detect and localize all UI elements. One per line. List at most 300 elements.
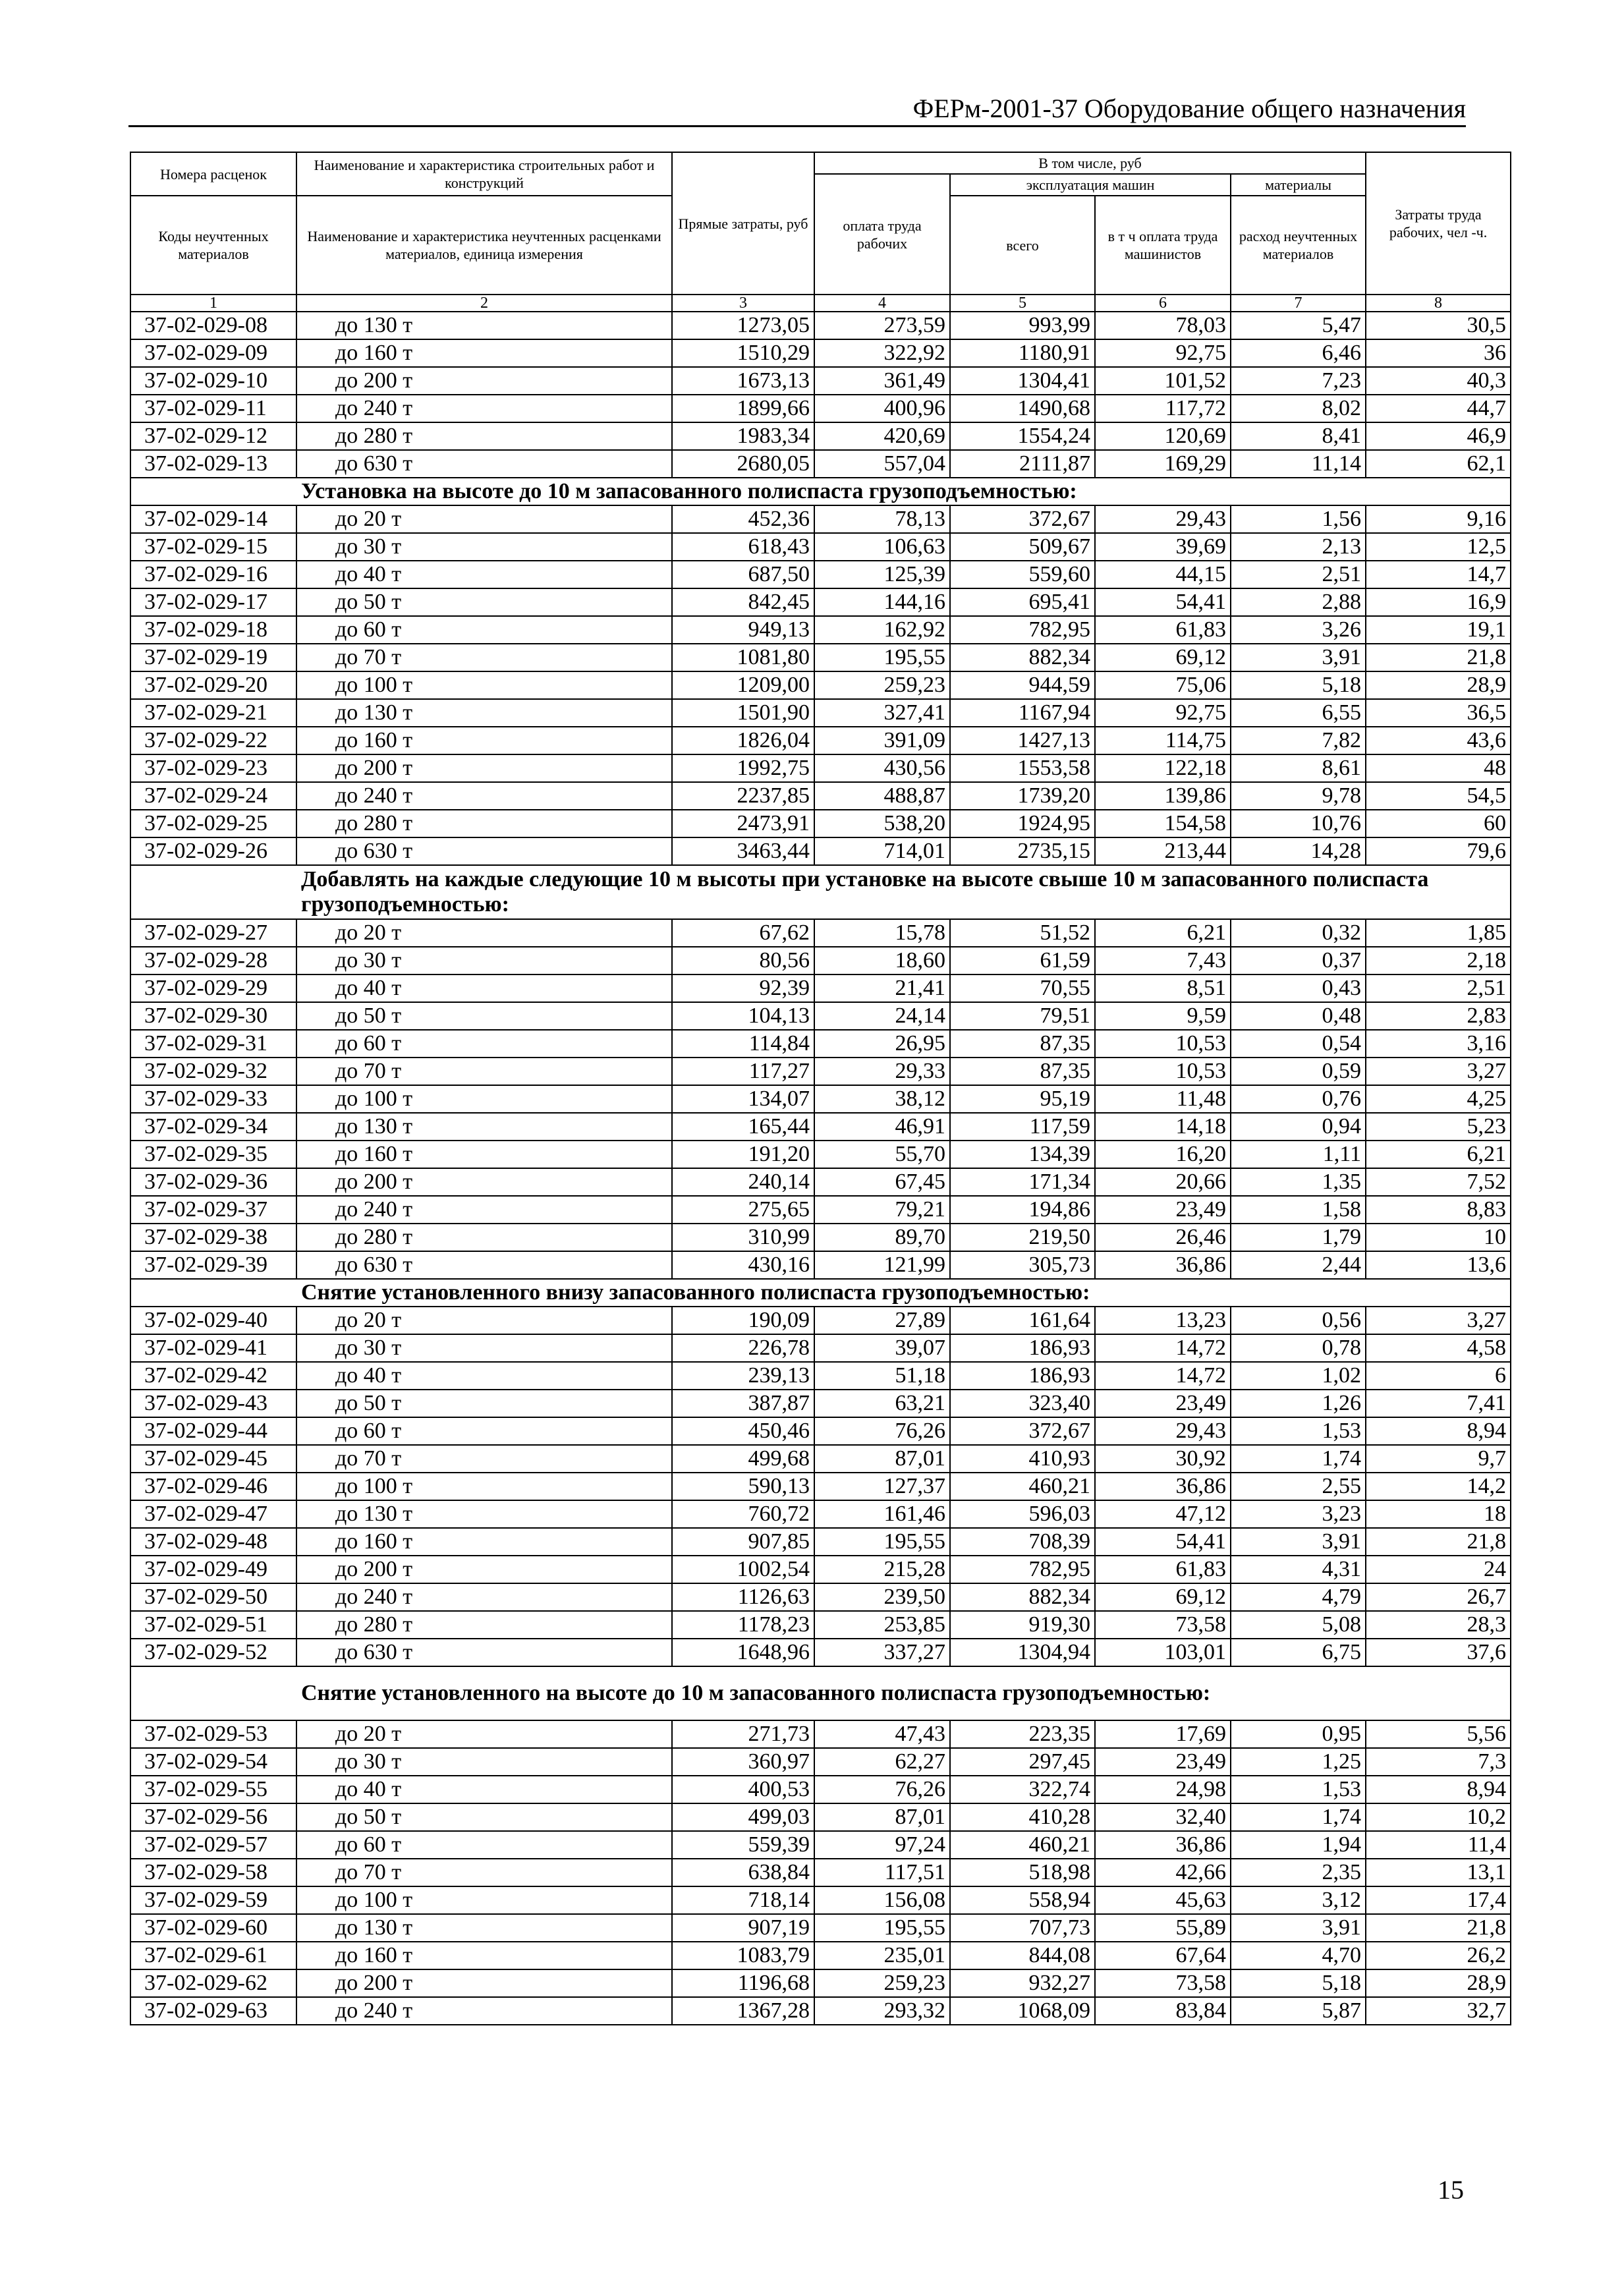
worker-pay-cell: 430,56 — [814, 754, 950, 782]
material-consumption-cell: 0,37 — [1231, 947, 1366, 974]
worker-pay-cell: 361,49 — [814, 367, 950, 395]
direct-cost-cell: 618,43 — [672, 533, 814, 561]
labor-hours-cell: 54,5 — [1366, 782, 1511, 810]
table-row — [130, 837, 1511, 865]
header-material-consumption: расход неучтенных материалов — [1231, 196, 1366, 295]
rate-code-cell: 37-02-029-43 — [130, 1390, 296, 1417]
material-consumption-cell: 8,02 — [1231, 395, 1366, 422]
labor-hours-cell: 2,18 — [1366, 947, 1511, 974]
direct-cost-cell: 1273,05 — [672, 312, 814, 339]
table-row — [130, 727, 1511, 754]
machines-total-cell: 882,34 — [950, 644, 1095, 671]
worker-pay-cell: 162,92 — [814, 616, 950, 644]
direct-cost-cell: 1826,04 — [672, 727, 814, 754]
rate-code-cell: 37-02-029-40 — [130, 1307, 296, 1334]
rate-code-cell: 37-02-029-39 — [130, 1251, 296, 1279]
machinist-pay-cell: 9,59 — [1095, 1002, 1231, 1030]
work-name-cell: до 240 т — [296, 1196, 672, 1224]
machines-total-cell: 559,60 — [950, 561, 1095, 588]
table-row — [130, 1859, 1511, 1886]
table-row — [130, 1417, 1511, 1445]
material-consumption-cell: 2,55 — [1231, 1473, 1366, 1500]
column-number: 4 — [814, 295, 950, 312]
direct-cost-cell: 907,85 — [672, 1528, 814, 1556]
machinist-pay-cell: 44,15 — [1095, 561, 1231, 588]
machinist-pay-cell: 45,63 — [1095, 1886, 1231, 1914]
material-consumption-cell: 0,95 — [1231, 1720, 1366, 1748]
direct-cost-cell: 2680,05 — [672, 450, 814, 478]
work-name-cell: до 160 т — [296, 727, 672, 754]
machines-total-cell: 219,50 — [950, 1224, 1095, 1251]
work-name-cell: до 20 т — [296, 919, 672, 947]
work-name-cell: до 60 т — [296, 1831, 672, 1859]
labor-hours-cell: 4,25 — [1366, 1085, 1511, 1113]
table-row — [130, 671, 1511, 699]
direct-cost-cell: 1367,28 — [672, 1997, 814, 2025]
labor-hours-cell: 62,1 — [1366, 450, 1511, 478]
labor-hours-cell: 12,5 — [1366, 533, 1511, 561]
machines-total-cell: 372,67 — [950, 505, 1095, 533]
machinist-pay-cell: 83,84 — [1095, 1997, 1231, 2025]
worker-pay-cell: 63,21 — [814, 1390, 950, 1417]
machines-total-cell: 558,94 — [950, 1886, 1095, 1914]
machines-total-cell: 297,45 — [950, 1748, 1095, 1776]
material-consumption-cell: 3,23 — [1231, 1500, 1366, 1528]
direct-cost-cell: 1501,90 — [672, 699, 814, 727]
table-row — [130, 1085, 1511, 1113]
worker-pay-cell: 127,37 — [814, 1473, 950, 1500]
rate-code-cell: 37-02-029-59 — [130, 1886, 296, 1914]
labor-hours-cell: 14,7 — [1366, 561, 1511, 588]
header-machines-total: всего — [950, 196, 1095, 295]
machines-total-cell: 1167,94 — [950, 699, 1095, 727]
material-consumption-cell: 8,41 — [1231, 422, 1366, 450]
page-number: 15 — [1438, 2175, 1464, 2205]
rate-code-cell: 37-02-029-56 — [130, 1803, 296, 1831]
machinist-pay-cell: 11,48 — [1095, 1085, 1231, 1113]
machinist-pay-cell: 39,69 — [1095, 533, 1231, 561]
rate-code-cell: 37-02-029-29 — [130, 974, 296, 1002]
table-row — [130, 395, 1511, 422]
machines-total-cell: 305,73 — [950, 1251, 1095, 1279]
rate-code-cell: 37-02-029-21 — [130, 699, 296, 727]
rate-code-cell: 37-02-029-08 — [130, 312, 296, 339]
rate-code-cell: 37-02-029-55 — [130, 1776, 296, 1803]
machines-total-cell: 1924,95 — [950, 810, 1095, 837]
labor-hours-cell: 37,6 — [1366, 1639, 1511, 1666]
machines-total-cell: 161,64 — [950, 1307, 1095, 1334]
worker-pay-cell: 714,01 — [814, 837, 950, 865]
work-name-cell: до 280 т — [296, 422, 672, 450]
direct-cost-cell: 2237,85 — [672, 782, 814, 810]
labor-hours-cell: 14,2 — [1366, 1473, 1511, 1500]
direct-cost-cell: 1673,13 — [672, 367, 814, 395]
work-name-cell: до 630 т — [296, 450, 672, 478]
labor-hours-cell: 5,56 — [1366, 1720, 1511, 1748]
labor-hours-cell: 3,27 — [1366, 1058, 1511, 1085]
labor-hours-cell: 46,9 — [1366, 422, 1511, 450]
direct-cost-cell: 92,39 — [672, 974, 814, 1002]
machines-total-cell: 87,35 — [950, 1030, 1095, 1058]
material-consumption-cell: 5,18 — [1231, 671, 1366, 699]
work-name-cell: до 70 т — [296, 644, 672, 671]
direct-cost-cell: 400,53 — [672, 1776, 814, 1803]
labor-hours-cell: 16,9 — [1366, 588, 1511, 616]
work-name-cell: до 20 т — [296, 505, 672, 533]
machinist-pay-cell: 139,86 — [1095, 782, 1231, 810]
table-row — [130, 533, 1511, 561]
work-name-cell: до 200 т — [296, 1168, 672, 1196]
labor-hours-cell: 8,94 — [1366, 1417, 1511, 1445]
labor-hours-cell: 18 — [1366, 1500, 1511, 1528]
machines-total-cell: 944,59 — [950, 671, 1095, 699]
machinist-pay-cell: 23,49 — [1095, 1748, 1231, 1776]
table-row — [130, 1583, 1511, 1611]
header-group-total: В том числе, руб — [814, 152, 1366, 174]
machines-total-cell: 186,93 — [950, 1362, 1095, 1390]
machines-total-cell: 2735,15 — [950, 837, 1095, 865]
direct-cost-cell: 638,84 — [672, 1859, 814, 1886]
machines-total-cell: 460,21 — [950, 1473, 1095, 1500]
direct-cost-cell: 1196,68 — [672, 1969, 814, 1997]
worker-pay-cell: 67,45 — [814, 1168, 950, 1196]
material-consumption-cell: 2,51 — [1231, 561, 1366, 588]
rate-code-cell: 37-02-029-47 — [130, 1500, 296, 1528]
machinist-pay-cell: 14,72 — [1095, 1362, 1231, 1390]
table-row — [130, 1776, 1511, 1803]
header-group-materials: материалы — [1231, 174, 1366, 196]
material-consumption-cell: 0,54 — [1231, 1030, 1366, 1058]
material-consumption-cell: 3,26 — [1231, 616, 1366, 644]
worker-pay-cell: 239,50 — [814, 1583, 950, 1611]
machinist-pay-cell: 36,86 — [1095, 1473, 1231, 1500]
work-name-cell: до 130 т — [296, 1500, 672, 1528]
header-direct-costs: Прямые затраты, руб — [672, 152, 814, 295]
material-consumption-cell: 5,08 — [1231, 1611, 1366, 1639]
rate-code-cell: 37-02-029-36 — [130, 1168, 296, 1196]
direct-cost-cell: 1510,29 — [672, 339, 814, 367]
labor-hours-cell: 3,27 — [1366, 1307, 1511, 1334]
material-consumption-cell: 1,94 — [1231, 1831, 1366, 1859]
direct-cost-cell: 117,27 — [672, 1058, 814, 1085]
labor-hours-cell: 60 — [1366, 810, 1511, 837]
material-consumption-cell: 0,43 — [1231, 974, 1366, 1002]
material-consumption-cell: 10,76 — [1231, 810, 1366, 837]
worker-pay-cell: 21,41 — [814, 974, 950, 1002]
worker-pay-cell: 38,12 — [814, 1085, 950, 1113]
labor-hours-cell: 36 — [1366, 339, 1511, 367]
material-consumption-cell: 1,11 — [1231, 1141, 1366, 1168]
table-row — [130, 1473, 1511, 1500]
labor-hours-cell: 28,9 — [1366, 1969, 1511, 1997]
material-consumption-cell: 4,70 — [1231, 1942, 1366, 1969]
table-row — [130, 810, 1511, 837]
direct-cost-cell: 387,87 — [672, 1390, 814, 1417]
work-name-cell: до 30 т — [296, 1334, 672, 1362]
work-name-cell: до 70 т — [296, 1058, 672, 1085]
table-row — [130, 1196, 1511, 1224]
section-title: Снятие установленного внизу запасованного полиспаста грузоподъемностью: — [130, 1279, 1511, 1307]
work-name-cell: до 60 т — [296, 1417, 672, 1445]
machinist-pay-cell: 7,43 — [1095, 947, 1231, 974]
worker-pay-cell: 46,91 — [814, 1113, 950, 1141]
table-row — [130, 699, 1511, 727]
rate-code-cell: 37-02-029-50 — [130, 1583, 296, 1611]
section-title: Добавлять на каждые следующие 10 м высоты при установке на высоте свыше 10 м запасованного полиспаста грузоподъемностью: — [130, 865, 1511, 919]
labor-hours-cell: 17,4 — [1366, 1886, 1511, 1914]
machinist-pay-cell: 13,23 — [1095, 1307, 1231, 1334]
machinist-pay-cell: 73,58 — [1095, 1969, 1231, 1997]
machinist-pay-cell: 69,12 — [1095, 644, 1231, 671]
column-number: 2 — [296, 295, 672, 312]
worker-pay-cell: 488,87 — [814, 782, 950, 810]
labor-hours-cell: 21,8 — [1366, 1914, 1511, 1942]
labor-hours-cell: 40,3 — [1366, 367, 1511, 395]
worker-pay-cell: 327,41 — [814, 699, 950, 727]
table-row — [130, 588, 1511, 616]
machinist-pay-cell: 117,72 — [1095, 395, 1231, 422]
direct-cost-cell: 360,97 — [672, 1748, 814, 1776]
worker-pay-cell: 273,59 — [814, 312, 950, 339]
machinist-pay-cell: 61,83 — [1095, 1556, 1231, 1583]
direct-cost-cell: 226,78 — [672, 1334, 814, 1362]
work-name-cell: до 160 т — [296, 1141, 672, 1168]
direct-cost-cell: 452,36 — [672, 505, 814, 533]
machines-total-cell: 134,39 — [950, 1141, 1095, 1168]
machines-total-cell: 919,30 — [950, 1611, 1095, 1639]
material-consumption-cell: 2,13 — [1231, 533, 1366, 561]
rate-code-cell: 37-02-029-14 — [130, 505, 296, 533]
material-consumption-cell: 6,46 — [1231, 339, 1366, 367]
labor-hours-cell: 8,94 — [1366, 1776, 1511, 1803]
work-name-cell: до 70 т — [296, 1445, 672, 1473]
machinist-pay-cell: 213,44 — [1095, 837, 1231, 865]
labor-hours-cell: 7,41 — [1366, 1390, 1511, 1417]
machines-total-cell: 61,59 — [950, 947, 1095, 974]
labor-hours-cell: 5,23 — [1366, 1113, 1511, 1141]
machinist-pay-cell: 55,89 — [1095, 1914, 1231, 1942]
rate-code-cell: 37-02-029-57 — [130, 1831, 296, 1859]
rate-code-cell: 37-02-029-58 — [130, 1859, 296, 1886]
work-name-cell: до 60 т — [296, 1030, 672, 1058]
material-consumption-cell: 0,59 — [1231, 1058, 1366, 1085]
machinist-pay-cell: 73,58 — [1095, 1611, 1231, 1639]
header-material-name: Наименование и характеристика неучтенных расценками материалов, единица измерения — [296, 196, 672, 295]
machines-total-cell: 223,35 — [950, 1720, 1095, 1748]
machinist-pay-cell: 30,92 — [1095, 1445, 1231, 1473]
labor-hours-cell: 6 — [1366, 1362, 1511, 1390]
machinist-pay-cell: 20,66 — [1095, 1168, 1231, 1196]
direct-cost-cell: 1983,34 — [672, 422, 814, 450]
material-consumption-cell: 5,47 — [1231, 312, 1366, 339]
worker-pay-cell: 15,78 — [814, 919, 950, 947]
rate-code-cell: 37-02-029-63 — [130, 1997, 296, 2025]
table-row — [130, 616, 1511, 644]
direct-cost-cell: 760,72 — [672, 1500, 814, 1528]
machinist-pay-cell: 47,12 — [1095, 1500, 1231, 1528]
worker-pay-cell: 420,69 — [814, 422, 950, 450]
direct-cost-cell: 1899,66 — [672, 395, 814, 422]
section-row — [130, 1666, 1511, 1720]
material-consumption-cell: 1,25 — [1231, 1748, 1366, 1776]
material-consumption-cell: 3,91 — [1231, 644, 1366, 671]
work-name-cell: до 200 т — [296, 1556, 672, 1583]
worker-pay-cell: 87,01 — [814, 1803, 950, 1831]
direct-cost-cell: 1126,63 — [672, 1583, 814, 1611]
direct-cost-cell: 2473,91 — [672, 810, 814, 837]
worker-pay-cell: 39,07 — [814, 1334, 950, 1362]
section-title: Снятие установленного на высоте до 10 м запасованного полиспаста грузоподъемностью: — [130, 1666, 1511, 1720]
direct-cost-cell: 1209,00 — [672, 671, 814, 699]
work-name-cell: до 630 т — [296, 837, 672, 865]
header-material-codes: Коды неучтенных материалов — [130, 196, 296, 295]
direct-cost-cell: 842,45 — [672, 588, 814, 616]
machines-total-cell: 1304,94 — [950, 1639, 1095, 1666]
machines-total-cell: 322,74 — [950, 1776, 1095, 1803]
labor-hours-cell: 36,5 — [1366, 699, 1511, 727]
header-rate-numbers: Номера расценок — [130, 152, 296, 196]
table-row — [130, 339, 1511, 367]
direct-cost-cell: 114,84 — [672, 1030, 814, 1058]
labor-hours-cell: 26,7 — [1366, 1583, 1511, 1611]
work-name-cell: до 50 т — [296, 1803, 672, 1831]
labor-hours-cell: 19,1 — [1366, 616, 1511, 644]
machinist-pay-cell: 103,01 — [1095, 1639, 1231, 1666]
machines-total-cell: 509,67 — [950, 533, 1095, 561]
rate-code-cell: 37-02-029-53 — [130, 1720, 296, 1748]
worker-pay-cell: 557,04 — [814, 450, 950, 478]
table-row — [130, 1997, 1511, 2025]
machines-total-cell: 1554,24 — [950, 422, 1095, 450]
worker-pay-cell: 161,46 — [814, 1500, 950, 1528]
machinist-pay-cell: 10,53 — [1095, 1058, 1231, 1085]
labor-hours-cell: 9,16 — [1366, 505, 1511, 533]
header-work-name: Наименование и характеристика строительных работ и конструкций — [296, 152, 672, 196]
machines-total-cell: 707,73 — [950, 1914, 1095, 1942]
rate-code-cell: 37-02-029-13 — [130, 450, 296, 478]
labor-hours-cell: 32,7 — [1366, 1997, 1511, 2025]
material-consumption-cell: 1,74 — [1231, 1445, 1366, 1473]
machines-total-cell: 323,40 — [950, 1390, 1095, 1417]
labor-hours-cell: 79,6 — [1366, 837, 1511, 865]
labor-hours-cell: 7,52 — [1366, 1168, 1511, 1196]
table-row — [130, 1942, 1511, 1969]
labor-hours-cell: 30,5 — [1366, 312, 1511, 339]
direct-cost-cell: 1081,80 — [672, 644, 814, 671]
machinist-pay-cell: 92,75 — [1095, 699, 1231, 727]
machines-total-cell: 708,39 — [950, 1528, 1095, 1556]
machines-total-cell: 695,41 — [950, 588, 1095, 616]
material-consumption-cell: 1,74 — [1231, 1803, 1366, 1831]
worker-pay-cell: 97,24 — [814, 1831, 950, 1859]
machinist-pay-cell: 54,41 — [1095, 588, 1231, 616]
table-row — [130, 1307, 1511, 1334]
direct-cost-cell: 191,20 — [672, 1141, 814, 1168]
machinist-pay-cell: 114,75 — [1095, 727, 1231, 754]
labor-hours-cell: 48 — [1366, 754, 1511, 782]
machinist-pay-cell: 101,52 — [1095, 367, 1231, 395]
worker-pay-cell: 62,27 — [814, 1748, 950, 1776]
direct-cost-cell: 1002,54 — [672, 1556, 814, 1583]
rate-code-cell: 37-02-029-51 — [130, 1611, 296, 1639]
machines-total-cell: 171,34 — [950, 1168, 1095, 1196]
direct-cost-cell: 190,09 — [672, 1307, 814, 1334]
work-name-cell: до 130 т — [296, 1914, 672, 1942]
worker-pay-cell: 121,99 — [814, 1251, 950, 1279]
material-consumption-cell: 1,53 — [1231, 1417, 1366, 1445]
table-row — [130, 1334, 1511, 1362]
material-consumption-cell: 9,78 — [1231, 782, 1366, 810]
table-row — [130, 1362, 1511, 1390]
material-consumption-cell: 1,79 — [1231, 1224, 1366, 1251]
work-name-cell: до 40 т — [296, 974, 672, 1002]
rate-code-cell: 37-02-029-60 — [130, 1914, 296, 1942]
table-row — [130, 1500, 1511, 1528]
worker-pay-cell: 87,01 — [814, 1445, 950, 1473]
labor-hours-cell: 43,6 — [1366, 727, 1511, 754]
labor-hours-cell: 8,83 — [1366, 1196, 1511, 1224]
labor-hours-cell: 13,6 — [1366, 1251, 1511, 1279]
machines-total-cell: 194,86 — [950, 1196, 1095, 1224]
machines-total-cell: 2111,87 — [950, 450, 1095, 478]
machinist-pay-cell: 23,49 — [1095, 1196, 1231, 1224]
rate-code-cell: 37-02-029-20 — [130, 671, 296, 699]
direct-cost-cell: 499,68 — [672, 1445, 814, 1473]
table-row — [130, 974, 1511, 1002]
machines-total-cell: 79,51 — [950, 1002, 1095, 1030]
labor-hours-cell: 2,51 — [1366, 974, 1511, 1002]
column-number: 3 — [672, 295, 814, 312]
table-row — [130, 1390, 1511, 1417]
material-consumption-cell: 1,58 — [1231, 1196, 1366, 1224]
material-consumption-cell: 14,28 — [1231, 837, 1366, 865]
labor-hours-cell: 4,58 — [1366, 1334, 1511, 1362]
rate-code-cell: 37-02-029-09 — [130, 339, 296, 367]
work-name-cell: до 70 т — [296, 1859, 672, 1886]
direct-cost-cell: 271,73 — [672, 1720, 814, 1748]
worker-pay-cell: 322,92 — [814, 339, 950, 367]
direct-cost-cell: 67,62 — [672, 919, 814, 947]
worker-pay-cell: 259,23 — [814, 671, 950, 699]
worker-pay-cell: 79,21 — [814, 1196, 950, 1224]
table-row — [130, 1556, 1511, 1583]
rate-code-cell: 37-02-029-10 — [130, 367, 296, 395]
page-header — [128, 94, 1466, 127]
worker-pay-cell: 47,43 — [814, 1720, 950, 1748]
material-consumption-cell: 0,32 — [1231, 919, 1366, 947]
direct-cost-cell: 687,50 — [672, 561, 814, 588]
machinist-pay-cell: 67,64 — [1095, 1942, 1231, 1969]
machinist-pay-cell: 36,86 — [1095, 1831, 1231, 1859]
machines-total-cell: 596,03 — [950, 1500, 1095, 1528]
labor-hours-cell: 11,4 — [1366, 1831, 1511, 1859]
machinist-pay-cell: 10,53 — [1095, 1030, 1231, 1058]
material-consumption-cell: 0,94 — [1231, 1113, 1366, 1141]
direct-cost-cell: 718,14 — [672, 1886, 814, 1914]
direct-cost-cell: 310,99 — [672, 1224, 814, 1251]
table-body — [130, 312, 1511, 2025]
direct-cost-cell: 907,19 — [672, 1914, 814, 1942]
table-row — [130, 644, 1511, 671]
table-row — [130, 1058, 1511, 1085]
direct-cost-cell: 239,13 — [672, 1362, 814, 1390]
direct-cost-cell: 134,07 — [672, 1085, 814, 1113]
material-consumption-cell: 1,56 — [1231, 505, 1366, 533]
machines-total-cell: 882,34 — [950, 1583, 1095, 1611]
direct-cost-cell: 1992,75 — [672, 754, 814, 782]
machinist-pay-cell: 23,49 — [1095, 1390, 1231, 1417]
table-row — [130, 1002, 1511, 1030]
